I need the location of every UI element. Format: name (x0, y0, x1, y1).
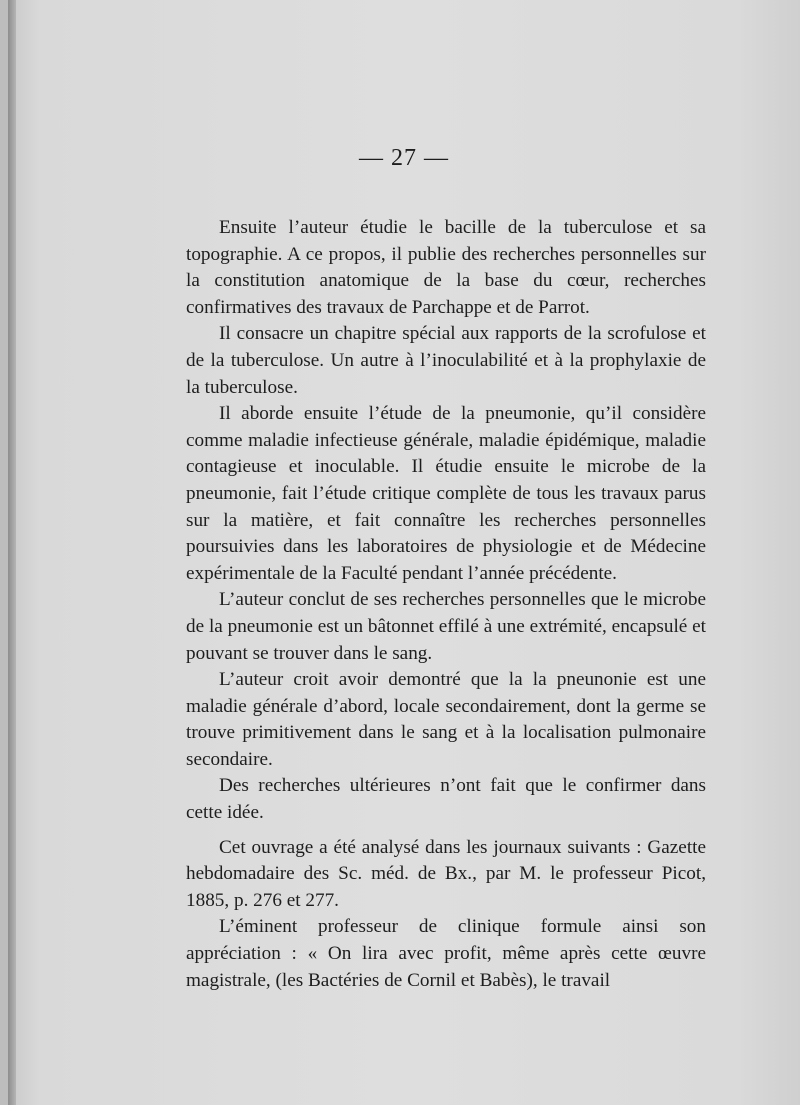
paragraph: L’auteur conclut de ses recherches personnelles que le microbe de la pneumonie est un bâtonnet effilé à une extrémité, encapsulé et pouvant se trouver dans le sang. (186, 589, 706, 664)
paragraph: L’éminent professeur de clinique formule ainsi son appréciation : « On lira avec profit, même après cette œuvre magistrale, (les Bactéries de Cornil et Babès), le travail (186, 916, 706, 991)
document-page (8, 0, 800, 1105)
paragraph: Cet ouvrage a été analysé dans les journaux suivants : Gazette hebdomadaire des Sc. méd. de Bx., par M. le professeur Picot, 1885, p. 276 et 277. (186, 836, 706, 911)
paragraph: L’auteur croit avoir demontré que la la pneunonie est une maladie générale d’abord, locale secondairement, dont la germe se trouve primitivement dans le sang et à la localisation pulmonaire secondaire. (186, 669, 706, 770)
paragraph: Des recherches ultérieures n’ont fait que le confirmer dans cette idée. (186, 775, 706, 824)
paragraph: Il aborde ensuite l’étude de la pneumonie, qu’il considère comme maladie infectieuse générale, maladie épidémique, maladie contagieuse et inoculable. Il étudie ensuite le microbe de la pneumonie, fait l’étude critique complète de tous les travaux parus sur la matière, et fait connaître les recherches personnelles poursuivies dans les laboratoires de physiologie et de Médecine expérimentale de la Faculté pendant l’année précédente. (186, 403, 706, 584)
body-text (186, 215, 706, 994)
page-number: — 27 — (359, 145, 449, 171)
paragraph-gap (186, 827, 706, 835)
paragraph: Il consacre un chapitre spécial aux rapports de la scrofulose et de la tuberculose. Un autre à l’inoculabilité et à la prophylaxie de la tuberculose. (186, 323, 706, 398)
paragraph: Ensuite l’auteur étudie le bacille de la tuberculose et sa topographie. A ce propos, il publie des recherches personnelles sur la constitution anatomique de la base du cœur, recherches confirmatives des travaux de Parchappe et de Parrot. (186, 217, 706, 318)
